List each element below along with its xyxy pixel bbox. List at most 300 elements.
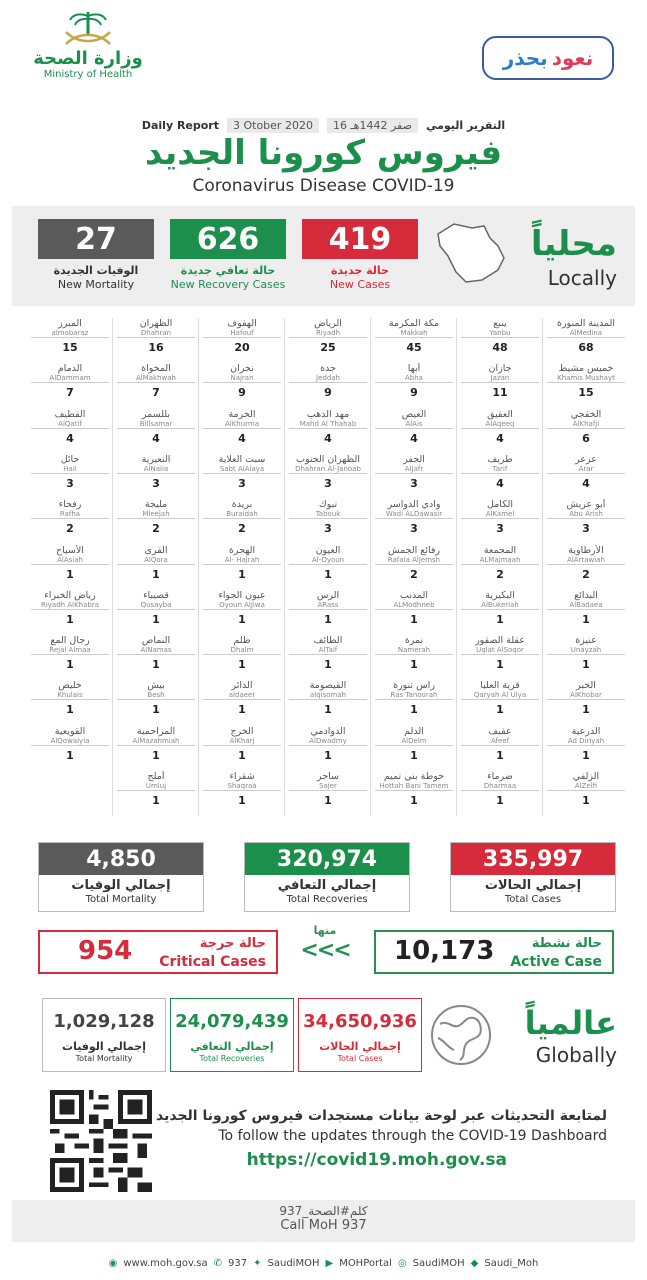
locally-title-ar: محلياً	[530, 224, 617, 264]
grid-divider	[370, 318, 371, 816]
city-name-en: AlNamas	[117, 646, 195, 655]
footer-phone[interactable]: 937	[228, 1258, 248, 1269]
city-name-ar: رفائع الجمش	[387, 544, 440, 556]
city-name-en: AlKharj	[203, 737, 281, 746]
footer-twitter[interactable]: SaudiMOH	[267, 1258, 320, 1269]
city-case-count: 9	[324, 386, 332, 400]
city-case-count: 1	[238, 612, 246, 626]
city-case-count: 3	[410, 476, 418, 490]
city-name-ar: راس تنورة	[393, 680, 435, 692]
city-name-ar: ظلم	[233, 635, 251, 647]
city-name-ar: الدمام	[57, 363, 83, 375]
city-name-en: almobaraz	[31, 329, 109, 338]
daily-report-ar: التقرير اليومي	[425, 119, 506, 132]
city-name-en: Oyoun AlJiwa	[203, 601, 281, 610]
follow-updates-en: To follow the updates through the COVID-19 Dashboard	[218, 1128, 607, 1144]
city-case-count: 1	[66, 703, 74, 717]
city-case-count: 4	[582, 476, 590, 490]
footer	[0, 1258, 647, 1269]
city-name-ar: البدائع	[574, 589, 598, 601]
city-name-ar: المخواة	[141, 363, 171, 375]
city-case-count: 2	[238, 522, 246, 536]
city-cell	[28, 409, 112, 453]
city-name-en: AlDammam	[31, 374, 109, 383]
city-cell	[286, 771, 370, 815]
globally-title-ar: عالمياً	[524, 1004, 617, 1042]
city-cell	[372, 545, 456, 589]
city-name-en: AlJafr	[375, 465, 453, 474]
total-recoveries-box	[244, 842, 410, 912]
city-name-en: Abha	[375, 374, 453, 383]
city-case-count: 1	[152, 703, 160, 717]
city-name-ar: عرعر	[575, 453, 597, 465]
total-recoveries-label-ar: إجمالي التعافي	[277, 878, 377, 893]
city-cell	[286, 545, 370, 589]
city-cell	[114, 318, 198, 362]
city-name-en: AlQatif	[31, 420, 109, 429]
city-name-en: Namerah	[375, 646, 453, 655]
city-cell	[114, 409, 198, 453]
city-case-count: 2	[496, 567, 504, 581]
city-case-count: 1	[582, 748, 590, 762]
city-name-en: Rafha	[31, 510, 109, 519]
city-name-ar: نجران	[230, 363, 254, 375]
city-case-count: 2	[66, 522, 74, 536]
city-name-en: ALModhneb	[375, 601, 453, 610]
city-case-count: 1	[582, 703, 590, 717]
city-cell	[458, 545, 542, 589]
city-name-en: Ras Tanoorah	[375, 691, 453, 700]
city-name-ar: بللسمر	[141, 408, 171, 420]
palm-swords-emblem-icon	[58, 10, 118, 48]
city-case-count: 1	[324, 612, 332, 626]
city-name-ar: الدلم	[404, 725, 424, 737]
footer-website[interactable]: www.moh.gov.sa	[123, 1258, 208, 1269]
city-name-en: Dhahran Al-Janoab	[289, 465, 367, 474]
total-recoveries-label-en: Total Recoveries	[286, 894, 368, 905]
city-case-count: 9	[410, 386, 418, 400]
city-name-ar: ينبع	[493, 318, 507, 329]
city-case-count: 3	[582, 522, 590, 536]
city-name-ar: الجفر	[403, 453, 425, 465]
city-cell	[28, 499, 112, 543]
city-case-count: 3	[152, 476, 160, 490]
saudi-map-icon	[432, 220, 508, 286]
global-cases-box	[298, 998, 422, 1072]
new-recovery-label-en: New Recovery Cases	[170, 278, 286, 291]
city-cell	[200, 545, 284, 589]
city-cell	[458, 726, 542, 770]
globe-icon	[430, 1004, 492, 1066]
city-name-ar: حوطة بني تميم	[383, 771, 445, 782]
city-cell	[458, 318, 542, 362]
city-name-en: ALMajmaah	[461, 556, 539, 565]
city-cell	[28, 545, 112, 589]
global-mortality-value: 1,029,128	[53, 1011, 155, 1032]
city-name-en: ARass	[289, 601, 367, 610]
global-recoveries-label-en: Total Recoveries	[199, 1054, 265, 1063]
new-mortality-label-en: New Mortality	[57, 278, 135, 291]
global-cases-label-en: Total Cases	[337, 1054, 383, 1063]
city-case-count: 4	[496, 476, 504, 490]
city-name-en: AlQowaiyia	[31, 737, 109, 746]
total-cases-box	[450, 842, 616, 912]
city-cell	[28, 635, 112, 679]
critical-cases-box	[38, 930, 278, 974]
city-name-en: Qaryah Al Ulya	[461, 691, 539, 700]
city-cell	[372, 680, 456, 724]
city-name-ar: البكيرية	[485, 589, 515, 601]
global-recoveries-label-ar: إجمالي التعافي	[190, 1040, 274, 1053]
city-name-ar: الخرج	[230, 725, 254, 737]
city-name-ar: الخبر	[576, 680, 596, 692]
city-name-ar: عيون الجواء	[218, 589, 266, 601]
moh-name-ar: وزارة الصحة	[33, 48, 143, 69]
city-cell	[544, 590, 628, 634]
new-mortality-label-ar: الوفيات الجديدة	[53, 264, 139, 277]
city-name-en: Al- Hajrah	[203, 556, 281, 565]
city-name-ar: الكامل	[487, 499, 513, 511]
city-cell	[372, 363, 456, 407]
city-cell	[114, 771, 198, 815]
city-name-ar: خليص	[58, 680, 82, 692]
city-name-en: AlBadaea	[547, 601, 625, 610]
city-name-ar: نمرة	[404, 635, 424, 647]
city-case-count: 68	[578, 341, 594, 354]
city-name-en: AlKhafji	[547, 420, 625, 429]
city-name-ar: النماص	[141, 635, 171, 647]
city-cell	[286, 363, 370, 407]
city-name-en: Yanbu	[461, 329, 539, 338]
city-name-ar: الظهران	[139, 318, 173, 329]
city-name-ar: سبت العلاية	[218, 453, 266, 465]
critical-cases-label-en: Critical Cases	[159, 954, 266, 970]
city-case-count: 1	[66, 658, 74, 672]
city-case-count: 3	[238, 476, 246, 490]
city-name-ar: القويعية	[54, 725, 86, 737]
city-cell	[544, 545, 628, 589]
total-mortality-label-en: Total Mortality	[85, 894, 157, 905]
city-case-count: 1	[410, 794, 418, 807]
city-name-en: Tarif	[461, 465, 539, 474]
city-cell	[200, 726, 284, 770]
city-name-ar: الأرطاوية	[568, 544, 604, 556]
city-cell	[114, 726, 198, 770]
city-cell	[200, 363, 284, 407]
city-name-en: Al-Oyoun	[289, 556, 367, 565]
city-name-ar: ضرماء	[487, 771, 513, 782]
city-cell	[458, 635, 542, 679]
city-name-ar: الخرمة	[228, 408, 256, 420]
total-cases-label-ar: إجمالي الحالات	[484, 878, 582, 893]
city-case-count: 7	[66, 386, 74, 400]
global-mortality-box	[42, 998, 166, 1072]
city-cell	[200, 635, 284, 679]
city-cell	[114, 545, 198, 589]
city-case-count: 2	[152, 522, 160, 536]
call-hashtag-ar: كلم#الصحة_937	[279, 1204, 368, 1218]
city-name-ar: حائل	[60, 453, 80, 465]
city-name-ar: رجال المع	[50, 635, 90, 647]
city-name-en: Sabt AlAlaya	[203, 465, 281, 474]
grid-divider	[112, 318, 113, 816]
city-case-count: 1	[152, 567, 160, 581]
city-case-count: 6	[582, 431, 590, 445]
city-cell	[286, 635, 370, 679]
city-cell	[28, 363, 112, 407]
city-name-en: AlAsiah	[31, 556, 109, 565]
city-name-en: Rejal Almaa	[31, 646, 109, 655]
city-case-count: 1	[238, 703, 246, 717]
city-case-count: 9	[238, 386, 246, 400]
global-mortality-label-en: Total Mortality	[75, 1054, 133, 1063]
city-name-en: Riyadh AlKhabra	[31, 601, 109, 610]
city-case-count: 1	[152, 794, 160, 807]
city-name-en: Hottah Bani Tamem	[375, 782, 453, 791]
city-case-count: 4	[66, 431, 74, 445]
city-cell	[458, 409, 542, 453]
follow-updates-ar: لمتابعة التحديثات عبر لوحة بيانات مستجدات فيروس كورونا الجديد	[156, 1108, 607, 1124]
city-case-count: 20	[234, 341, 250, 354]
city-name-ar: تبوك	[318, 499, 338, 511]
city-case-count: 16	[148, 341, 164, 354]
city-cell	[544, 318, 628, 362]
city-name-ar: المذنب	[400, 589, 428, 601]
city-cell	[286, 680, 370, 724]
city-name-ar: الظهران الجنوب	[296, 453, 360, 465]
city-name-ar: مكة المكرمة	[388, 318, 440, 329]
city-case-count: 1	[496, 703, 504, 717]
city-case-count: 3	[496, 522, 504, 536]
active-case-box	[374, 930, 614, 974]
footer-youtube[interactable]: MOHPortal	[339, 1258, 392, 1269]
city-cell	[286, 590, 370, 634]
city-name-ar: العيون	[315, 544, 341, 556]
city-case-count: 4	[152, 431, 160, 445]
city-name-en: Arar	[547, 465, 625, 474]
city-case-count: 2	[582, 567, 590, 581]
city-cell	[114, 454, 198, 498]
city-cell	[544, 499, 628, 543]
city-name-ar: الزلفي	[572, 771, 600, 782]
city-cell	[544, 454, 628, 498]
city-case-count: 11	[492, 386, 508, 400]
city-case-count: 3	[410, 522, 418, 536]
city-cell	[458, 454, 542, 498]
city-name-ar: أبو عريش	[566, 499, 606, 511]
city-name-en: AlBukeriah	[461, 601, 539, 610]
city-name-en: AlKamel	[461, 510, 539, 519]
youtube-icon: ▶	[325, 1258, 334, 1269]
city-cell	[372, 499, 456, 543]
total-mortality-value: 4,850	[39, 843, 203, 875]
city-case-count: 45	[406, 341, 422, 354]
city-cell	[372, 771, 456, 815]
city-name-en: Wadi ALDawasir	[375, 510, 453, 519]
city-name-ar: النعيرية	[141, 453, 171, 465]
city-name-en: Jeddah	[289, 374, 367, 383]
city-cell	[200, 680, 284, 724]
city-cell	[28, 590, 112, 634]
city-name-en: Hail	[31, 465, 109, 474]
city-cell	[458, 680, 542, 724]
city-case-count: 15	[578, 386, 594, 400]
city-name-en: Najran	[203, 374, 281, 383]
city-case-count: 1	[324, 567, 332, 581]
city-name-ar: بريدة	[231, 499, 253, 511]
city-cell	[200, 499, 284, 543]
city-cell	[286, 318, 370, 362]
city-cell	[114, 590, 198, 634]
city-name-ar: الأسياح	[56, 544, 84, 556]
city-name-en: Ad Diriyah	[547, 737, 625, 746]
city-case-count: 1	[496, 658, 504, 672]
global-mortality-label-ar: إجمالي الوفيات	[62, 1040, 146, 1053]
arrows-icon: <<<	[300, 938, 350, 963]
city-name-ar: أبها	[407, 363, 421, 375]
city-name-ar: بيش	[147, 680, 165, 692]
city-cell	[458, 499, 542, 543]
city-cell	[544, 635, 628, 679]
qr-code-icon[interactable]	[50, 1090, 152, 1192]
city-name-ar: الرس	[316, 589, 340, 601]
city-name-ar: طريف	[487, 453, 513, 465]
city-name-en: AlDelm	[375, 737, 453, 746]
city-case-count: 3	[324, 522, 332, 536]
city-name-ar: الهجرة	[228, 544, 256, 556]
city-cell	[544, 363, 628, 407]
city-case-count: 1	[152, 658, 160, 672]
report-date-gregorian: 3 Otober 2020	[227, 118, 319, 133]
city-case-count: 2	[410, 567, 418, 581]
city-name-en: Rafaia AlJemsh	[375, 556, 453, 565]
city-name-en: Abu Arish	[547, 510, 625, 519]
new-recovery-label-ar: حالة تعافي جديدة	[180, 264, 276, 277]
city-cell	[200, 409, 284, 453]
city-name-en: AlMazahmiah	[117, 737, 195, 746]
city-name-en: Shaqraa	[203, 782, 281, 791]
city-name-ar: العيص	[401, 408, 427, 420]
city-name-en: Khamis Mushayt	[547, 374, 625, 383]
city-name-en: AlKhurma	[203, 420, 281, 429]
footer-instagram[interactable]: SaudiMOH	[412, 1258, 465, 1269]
city-name-en: Khulais	[31, 691, 109, 700]
city-name-en: Qusayba	[117, 601, 195, 610]
city-cell	[200, 590, 284, 634]
grid-divider	[456, 318, 457, 816]
city-case-count: 25	[320, 341, 336, 354]
city-name-en: Mleejah	[117, 510, 195, 519]
city-name-en: AlDwadmy	[289, 737, 367, 746]
city-name-ar: المجمعة	[483, 544, 517, 556]
city-cell	[372, 635, 456, 679]
grid-divider	[542, 318, 543, 816]
city-name-ar: عقلة الصقور	[475, 635, 525, 647]
active-case-label-ar: حالة نشطة	[531, 936, 602, 951]
city-cell	[458, 590, 542, 634]
city-name-ar: الدرعية	[571, 725, 601, 737]
city-name-en: AlAqeeq	[461, 420, 539, 429]
city-name-ar: خميس مشيط	[558, 363, 614, 375]
grid-divider	[198, 318, 199, 816]
city-case-count: 4	[238, 431, 246, 445]
city-name-en: Riyadh	[289, 329, 367, 338]
active-case-label-en: Active Case	[510, 954, 602, 970]
city-cell	[372, 726, 456, 770]
city-name-ar: الرياض	[314, 318, 342, 329]
web-icon: ◉	[108, 1258, 118, 1269]
call-moh-en: Call MoH 937	[280, 1218, 367, 1233]
city-case-count: 1	[410, 748, 418, 762]
city-cell	[28, 726, 112, 770]
city-name-ar: المبرز	[58, 318, 82, 329]
critical-cases-value: 954	[78, 936, 133, 966]
city-name-ar: الدوادمي	[310, 725, 346, 737]
city-case-count: 1	[238, 567, 246, 581]
city-name-ar: الدائر	[231, 680, 253, 692]
new-cases-value: 419	[302, 219, 418, 259]
new-cases-label-ar: حالة جديدة	[331, 264, 389, 277]
city-name-ar: مليجة	[144, 499, 168, 511]
twitter-icon: ✦	[253, 1258, 262, 1269]
footer-snapchat[interactable]: Saudi_Moh	[484, 1258, 539, 1269]
city-cell	[114, 499, 198, 543]
city-case-count: 1	[582, 658, 590, 672]
city-case-count: 7	[152, 386, 160, 400]
city-cell	[372, 318, 456, 362]
city-name-en: alqisomah	[289, 691, 367, 700]
grid-divider	[284, 318, 285, 816]
city-name-en: Sajer	[289, 782, 367, 791]
new-recovery-value: 626	[170, 219, 286, 259]
city-case-count: 1	[324, 748, 332, 762]
city-case-count: 1	[324, 794, 332, 807]
city-case-count: 1	[496, 748, 504, 762]
dashboard-link[interactable]: https://covid19.moh.gov.sa	[246, 1150, 507, 1170]
city-case-count: 1	[582, 612, 590, 626]
local-section	[12, 206, 635, 306]
city-cell	[200, 771, 284, 815]
city-name-en: Umluj	[117, 782, 195, 791]
city-name-ar: قرية العليا	[480, 680, 520, 692]
city-name-en: aldaeer	[203, 691, 281, 700]
moh-logo	[28, 10, 148, 102]
city-case-count: 3	[324, 476, 332, 490]
city-case-count: 1	[410, 612, 418, 626]
city-cell	[28, 454, 112, 498]
instagram-icon: ◎	[397, 1258, 407, 1269]
city-name-en: AlKhobar	[547, 691, 625, 700]
city-name-en: Afeef	[461, 737, 539, 746]
city-name-ar: رفحاء	[58, 499, 82, 511]
city-cell	[458, 363, 542, 407]
city-cell	[544, 771, 628, 815]
city-name-ar: عنيزة	[575, 635, 597, 647]
new-cases-label-en: New Cases	[329, 278, 391, 291]
city-name-en: AlTaif	[289, 646, 367, 655]
city-case-count: 4	[324, 431, 332, 445]
city-name-en: Besh	[117, 691, 195, 700]
city-case-count: 1	[66, 567, 74, 581]
city-cell	[286, 499, 370, 543]
city-case-count: 48	[492, 341, 508, 354]
city-cell	[372, 454, 456, 498]
city-cell	[544, 726, 628, 770]
city-name-en: Makkah	[375, 329, 453, 338]
city-cell	[372, 590, 456, 634]
city-name-en: Dhahran	[117, 329, 195, 338]
city-cell	[458, 771, 542, 815]
